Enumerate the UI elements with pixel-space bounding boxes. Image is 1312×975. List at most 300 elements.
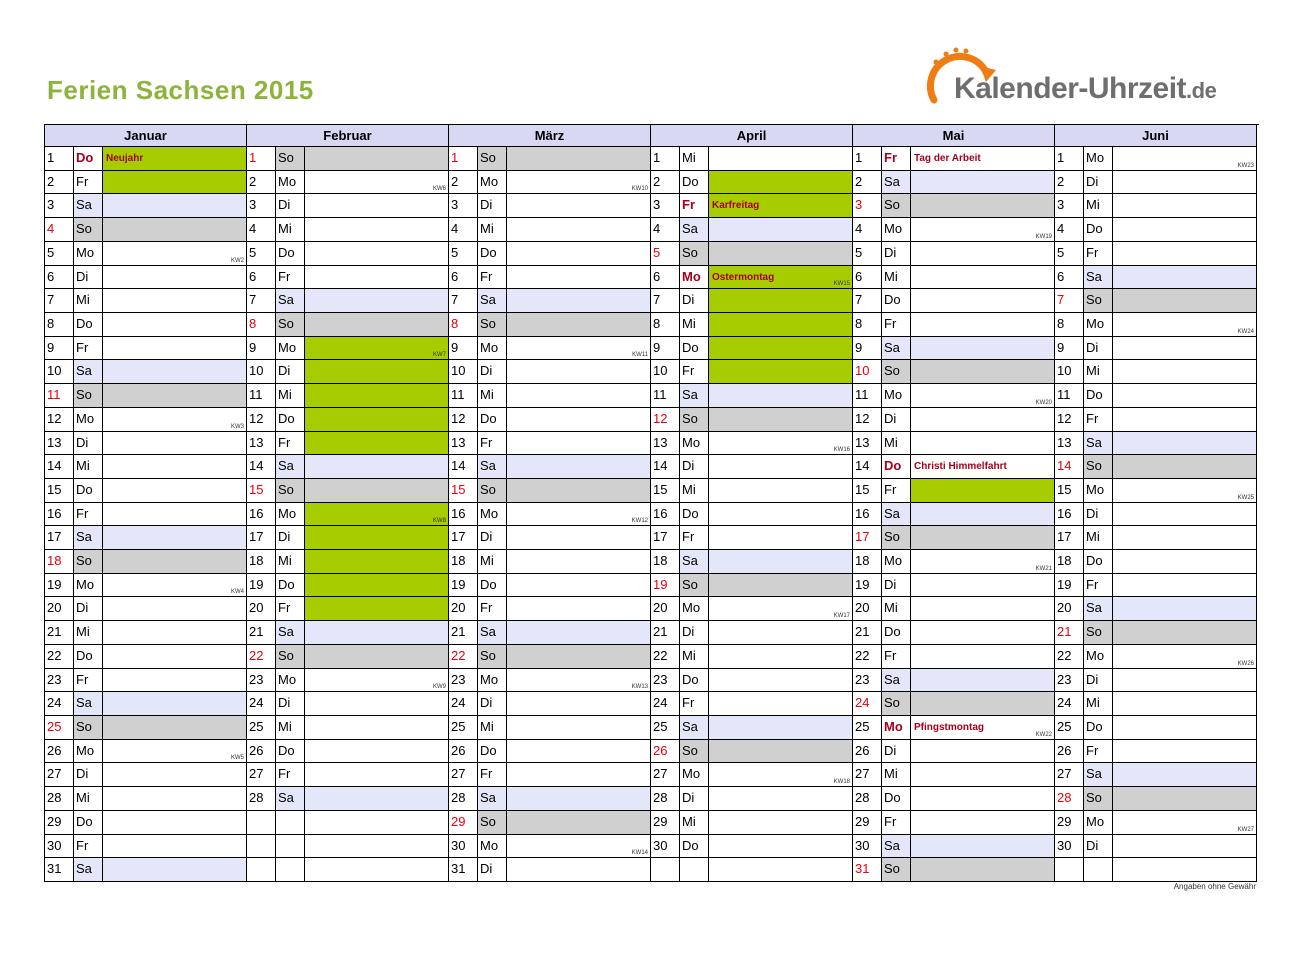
day-number: 11: [1055, 384, 1084, 407]
day-note: [507, 479, 650, 502]
weekday: Di: [74, 266, 103, 288]
weekday: So: [74, 218, 103, 241]
day-row: [1055, 669, 1256, 692]
weekday: Sa: [680, 550, 709, 573]
weekday: Do: [882, 455, 911, 478]
day-row: [1055, 289, 1256, 313]
day-number: 4: [247, 218, 276, 241]
day-number: 31: [853, 858, 882, 881]
day-number: 21: [853, 621, 882, 644]
weekday: Sa: [882, 669, 911, 691]
weekday: Fr: [74, 503, 103, 525]
day-row: [853, 503, 1054, 526]
day-row: [247, 384, 448, 408]
day-number: 15: [45, 479, 74, 502]
day-number: 14: [45, 455, 74, 478]
day-note: [507, 645, 650, 668]
weekday: Di: [478, 360, 507, 383]
day-note: [305, 574, 448, 596]
day-note: [1113, 835, 1256, 857]
day-note: [305, 455, 448, 478]
weekday: Di: [882, 408, 911, 431]
week-number: KW25: [1237, 495, 1254, 501]
weekday: Mo: [276, 171, 305, 193]
day-note: [507, 716, 650, 739]
day-row: [45, 526, 246, 550]
day-number: 21: [1055, 621, 1084, 644]
weekday: Di: [478, 692, 507, 715]
day-note: [305, 550, 448, 573]
day-note: [507, 574, 650, 596]
day-note: [911, 621, 1054, 644]
day-row: [1055, 384, 1256, 408]
day-number: 5: [449, 242, 478, 265]
day-number: 12: [449, 408, 478, 431]
day-number: 4: [449, 218, 478, 241]
weekday: Do: [276, 740, 305, 762]
weekday: Di: [1084, 171, 1113, 193]
day-number: 12: [651, 408, 680, 431]
weekday: So: [680, 574, 709, 596]
day-row: [449, 763, 650, 787]
day-row: [651, 811, 852, 835]
day-row: [449, 479, 650, 503]
day-note: [709, 526, 852, 549]
weekday: Mo: [1084, 147, 1113, 170]
day-note: [709, 455, 852, 478]
logo-text: Kalender-Uhrzeit.de: [954, 72, 1217, 105]
weekday: So: [74, 550, 103, 573]
day-note: [103, 597, 246, 620]
day-number: 26: [1055, 740, 1084, 762]
week-number: KW7: [432, 352, 446, 358]
day-note: [911, 550, 1054, 573]
weekday: So: [478, 147, 507, 170]
day-row: [853, 574, 1054, 597]
week-number: KW26: [1237, 661, 1254, 667]
day-row: [1055, 171, 1256, 194]
day-row: [45, 621, 246, 645]
weekday: Fr: [74, 337, 103, 359]
day-note: [305, 313, 448, 336]
day-row: [1055, 408, 1256, 432]
day-note: [103, 645, 246, 668]
day-row: [449, 503, 650, 526]
day-row: [45, 313, 246, 337]
day-row: [853, 835, 1054, 858]
day-row: [45, 740, 246, 763]
day-row: [449, 811, 650, 835]
day-note: [305, 835, 448, 857]
day-row: [651, 360, 852, 384]
day-number: 23: [449, 669, 478, 691]
day-note: [911, 194, 1054, 217]
day-number: 18: [1055, 550, 1084, 573]
day-number: 20: [1055, 597, 1084, 620]
day-row: [651, 147, 852, 171]
day-row: [45, 455, 246, 479]
day-row: [449, 432, 650, 455]
day-number: 8: [247, 313, 276, 336]
weekday: Fr: [882, 811, 911, 834]
day-number: 31: [45, 858, 74, 881]
day-number: 31: [449, 858, 478, 881]
week-number: KW23: [1237, 163, 1254, 169]
weekday: Do: [1084, 550, 1113, 573]
day-row: [449, 313, 650, 337]
weekday: So: [680, 242, 709, 265]
weekday: Mi: [1084, 692, 1113, 715]
day-row: [1055, 550, 1256, 574]
day-note: [103, 692, 246, 715]
weekday: So: [276, 147, 305, 170]
weekday: Di: [276, 526, 305, 549]
week-number: KW22: [1035, 732, 1052, 738]
day-note: [103, 550, 246, 573]
day-row: [449, 526, 650, 550]
day-note: [103, 740, 246, 762]
day-row: [1055, 432, 1256, 455]
day-number: 1: [247, 147, 276, 170]
day-note: [911, 147, 1054, 170]
day-number: 21: [45, 621, 74, 644]
day-number: 19: [449, 574, 478, 596]
day-row: [651, 408, 852, 432]
weekday: Mo: [680, 597, 709, 620]
month-column: [1055, 125, 1257, 882]
day-row: [1055, 621, 1256, 645]
day-row: [45, 289, 246, 313]
weekday: Do: [882, 621, 911, 644]
day-number: 27: [1055, 763, 1084, 786]
day-note: [103, 408, 246, 431]
weekday: Fr: [478, 763, 507, 786]
week-number: KW19: [1035, 234, 1052, 240]
day-note: [709, 171, 852, 193]
day-number: 16: [45, 503, 74, 525]
week-number: KW13: [631, 684, 648, 690]
weekday: Sa: [882, 503, 911, 525]
day-number: 1: [45, 147, 74, 170]
day-row: [247, 858, 448, 882]
weekday: Fr: [276, 432, 305, 454]
day-row: [449, 337, 650, 360]
weekday: Fr: [882, 313, 911, 336]
weekday: Di: [1084, 337, 1113, 359]
day-note: [507, 692, 650, 715]
day-row: [449, 550, 650, 574]
day-number: 6: [1055, 266, 1084, 288]
day-row: [853, 194, 1054, 218]
month-header: März: [449, 125, 650, 147]
day-note: [1113, 360, 1256, 383]
day-number: [247, 835, 276, 857]
weekday: Di: [680, 289, 709, 312]
day-row: [247, 242, 448, 266]
day-row: [651, 218, 852, 242]
day-note: [103, 313, 246, 336]
day-note: [1113, 313, 1256, 336]
weekday: Mi: [882, 763, 911, 786]
day-number: 28: [853, 787, 882, 810]
day-note: [1113, 669, 1256, 691]
holiday-name: Neujahr: [106, 153, 144, 164]
day-number: 2: [247, 171, 276, 193]
weekday: [276, 858, 305, 881]
day-note: [911, 669, 1054, 691]
week-number: KW12: [631, 518, 648, 524]
day-number: 29: [853, 811, 882, 834]
day-row: [853, 171, 1054, 194]
day-number: 22: [651, 645, 680, 668]
weekday: Mi: [882, 597, 911, 620]
day-number: 6: [449, 266, 478, 288]
day-row: [45, 503, 246, 526]
weekday: So: [882, 360, 911, 383]
day-row: [853, 692, 1054, 716]
weekday: Sa: [882, 835, 911, 857]
day-row: [45, 266, 246, 289]
day-number: 2: [449, 171, 478, 193]
weekday: Di: [276, 194, 305, 217]
weekday: So: [882, 858, 911, 881]
day-number: 2: [1055, 171, 1084, 193]
weekday: [276, 811, 305, 834]
day-number: 4: [45, 218, 74, 241]
weekday: Sa: [276, 289, 305, 312]
day-note: [709, 858, 852, 881]
day-note: [103, 242, 246, 265]
weekday: Do: [276, 408, 305, 431]
week-number: KW4: [230, 589, 244, 595]
day-number: 12: [45, 408, 74, 431]
day-number: 24: [449, 692, 478, 715]
weekday: Sa: [276, 787, 305, 810]
day-row: [449, 835, 650, 858]
weekday: Di: [680, 621, 709, 644]
day-row: [1055, 194, 1256, 218]
day-note: [1113, 479, 1256, 502]
day-number: 28: [651, 787, 680, 810]
day-note: [305, 171, 448, 193]
day-note: [911, 503, 1054, 525]
day-row: [247, 503, 448, 526]
day-note: [1113, 218, 1256, 241]
weekday: Fr: [882, 479, 911, 502]
weekday: Mi: [276, 716, 305, 739]
day-number: 26: [853, 740, 882, 762]
day-note: [911, 432, 1054, 454]
day-number: 7: [247, 289, 276, 312]
week-number: KW3: [230, 424, 244, 430]
day-note: [305, 526, 448, 549]
day-number: 8: [853, 313, 882, 336]
day-note: [709, 787, 852, 810]
day-note: [709, 835, 852, 857]
day-number: 8: [1055, 313, 1084, 336]
weekday: Mi: [680, 645, 709, 668]
day-number: 14: [247, 455, 276, 478]
weekday: Fr: [1084, 574, 1113, 596]
day-row: [1055, 266, 1256, 289]
weekday: Mo: [276, 503, 305, 525]
day-number: 15: [1055, 479, 1084, 502]
weekday: Mo: [74, 574, 103, 596]
day-note: [709, 503, 852, 525]
day-note: [911, 313, 1054, 336]
week-number: KW20: [1035, 400, 1052, 406]
weekday: Do: [882, 787, 911, 810]
day-number: 11: [247, 384, 276, 407]
day-row: [45, 337, 246, 360]
day-number: 24: [853, 692, 882, 715]
day-row: [247, 455, 448, 479]
weekday: Sa: [478, 289, 507, 312]
day-row: [651, 597, 852, 621]
day-note: [305, 858, 448, 881]
weekday: So: [1084, 455, 1113, 478]
day-row: [45, 171, 246, 194]
day-number: 18: [449, 550, 478, 573]
day-row: [45, 242, 246, 266]
day-row: [247, 835, 448, 858]
weekday: Mo: [74, 740, 103, 762]
day-row: [45, 360, 246, 384]
day-number: 6: [853, 266, 882, 288]
day-row: [1055, 503, 1256, 526]
day-number: 1: [1055, 147, 1084, 170]
day-note: [507, 218, 650, 241]
weekday: Do: [74, 811, 103, 834]
day-note: [103, 574, 246, 596]
weekday: Fr: [276, 597, 305, 620]
day-number: 15: [651, 479, 680, 502]
day-number: 27: [45, 763, 74, 786]
day-number: 14: [1055, 455, 1084, 478]
day-number: 5: [45, 242, 74, 265]
weekday: Di: [1084, 669, 1113, 691]
day-number: 9: [651, 337, 680, 359]
day-note: [1113, 503, 1256, 525]
day-note: [305, 503, 448, 525]
day-row: [45, 692, 246, 716]
day-note: [709, 574, 852, 596]
week-number: KW10: [631, 186, 648, 192]
page-title: Ferien Sachsen 2015: [47, 75, 314, 105]
day-row: [1055, 835, 1256, 858]
day-number: 2: [853, 171, 882, 193]
weekday: Fr: [680, 194, 709, 217]
weekday: Mi: [74, 289, 103, 312]
weekday: Do: [680, 503, 709, 525]
day-note: [305, 811, 448, 834]
day-number: 18: [853, 550, 882, 573]
day-row: [853, 763, 1054, 787]
weekday: Mo: [1084, 645, 1113, 668]
day-number: 12: [853, 408, 882, 431]
day-row: [853, 645, 1054, 669]
day-row: [651, 692, 852, 716]
day-row: [651, 621, 852, 645]
weekday: Sa: [74, 526, 103, 549]
day-number: 10: [45, 360, 74, 383]
day-row: [1055, 242, 1256, 266]
day-number: 9: [1055, 337, 1084, 359]
day-note: [305, 218, 448, 241]
weekday: Fr: [1084, 408, 1113, 431]
day-note: [911, 574, 1054, 596]
week-number: KW21: [1035, 566, 1052, 572]
day-row: [1055, 692, 1256, 716]
weekday: Mi: [1084, 360, 1113, 383]
day-row: [449, 147, 650, 171]
day-number: 16: [853, 503, 882, 525]
day-number: 16: [651, 503, 680, 525]
weekday: Mi: [1084, 194, 1113, 217]
day-note: [103, 669, 246, 691]
day-note: [911, 171, 1054, 193]
weekday: Fr: [478, 432, 507, 454]
day-note: [305, 740, 448, 762]
day-note: [911, 289, 1054, 312]
day-number: 24: [651, 692, 680, 715]
weekday: So: [882, 692, 911, 715]
day-row: [1055, 740, 1256, 763]
day-number: 23: [853, 669, 882, 691]
day-note: [507, 526, 650, 549]
day-number: 28: [247, 787, 276, 810]
weekday: Fr: [74, 171, 103, 193]
weekday: Do: [478, 408, 507, 431]
day-number: 25: [853, 716, 882, 739]
day-number: 10: [449, 360, 478, 383]
day-row: [651, 835, 852, 858]
weekday: So: [74, 716, 103, 739]
weekday: Mi: [276, 384, 305, 407]
day-note: [1113, 763, 1256, 786]
weekday: Sa: [74, 360, 103, 383]
day-number: 22: [449, 645, 478, 668]
day-number: 15: [449, 479, 478, 502]
weekday: Sa: [478, 455, 507, 478]
day-row: [651, 787, 852, 811]
day-row: [853, 550, 1054, 574]
day-number: 7: [1055, 289, 1084, 312]
day-row: [853, 289, 1054, 313]
day-note: [507, 811, 650, 834]
day-number: 6: [651, 266, 680, 288]
weekday: Fr: [1084, 242, 1113, 265]
weekday: Mo: [882, 218, 911, 241]
day-row: [853, 597, 1054, 621]
holiday-name: Tag der Arbeit: [914, 153, 981, 164]
weekday: Do: [1084, 384, 1113, 407]
day-note: [103, 835, 246, 857]
day-row: [1055, 597, 1256, 621]
weekday: Mi: [276, 550, 305, 573]
day-note: [1113, 858, 1256, 881]
day-number: 18: [45, 550, 74, 573]
month-column: [449, 125, 651, 882]
day-note: [103, 811, 246, 834]
day-row: [45, 574, 246, 597]
weekday: Mo: [478, 835, 507, 857]
day-row: [853, 147, 1054, 171]
day-row: [247, 597, 448, 621]
day-number: 17: [449, 526, 478, 549]
day-row: [45, 835, 246, 858]
weekday: Mi: [680, 811, 709, 834]
